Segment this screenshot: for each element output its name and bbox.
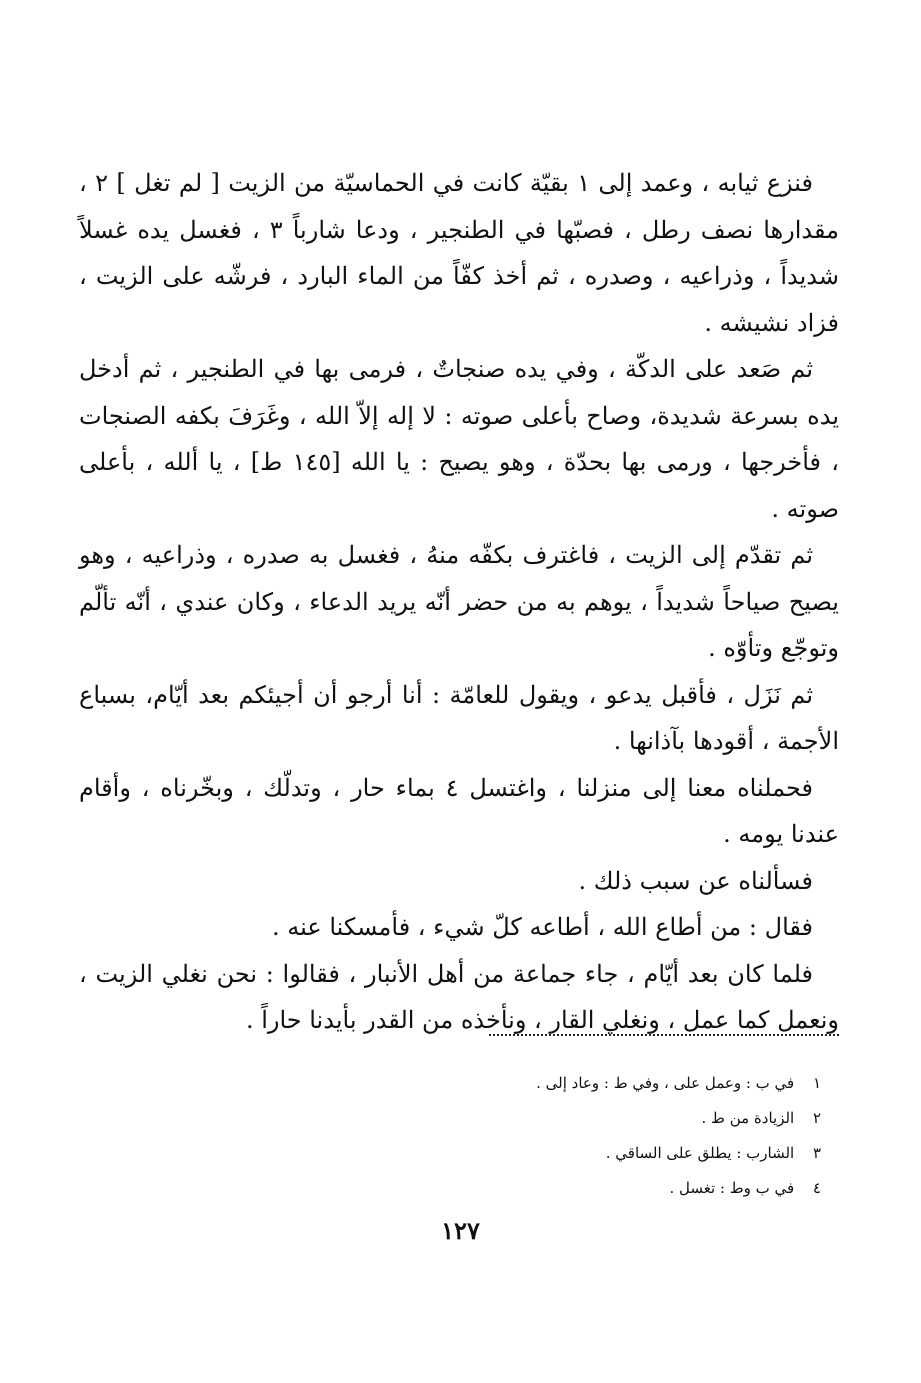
footnote-3 — [121, 1136, 821, 1171]
footnote-2 — [121, 1101, 821, 1136]
footnote-1 — [121, 1066, 821, 1101]
paragraph-8: فلما كان بعد أيّام ، جاء جماعة من أهل الأنبار ، فقالوا : نحن نغلي الزيت ، ونعمل كما عمل ، ونغلي القار ، ونأخذه من القدر بأيدنا حاراً . — [79, 959, 839, 1034]
paragraph-6: فسألناه عن سبب ذلك . — [578, 866, 813, 895]
main-text — [79, 160, 839, 1044]
paragraph-7: فقال : من أطاع الله ، أطاعه كلّ شيء ، فأمسكنا عنه . — [272, 913, 813, 941]
paragraph-1: فنزع ثيابه ، وعمد إلى ١ بقيّة كانت في الحماسيّة من الزيت [ لم تغل ] ٢ ، مقدارها نصف رطل ، فصبّها في الطنجير ، ودعا شارباً ٣ ، فغسل يده غسلاً شديداً ، وذراعيه ، وصدره ، ثم أخذ كفّاً من الماء البارد ، فرشّه على الزيت ، فزاد نشيشه . — [79, 169, 840, 337]
paragraph-4: ثم نَزَل ، فأقبل يدعو ، ويقول للعامّة : أنا أرجو أن أجيئكم بعد أيّام، بسباع الأجمة ، أقودها بآذانها . — [79, 680, 839, 755]
footnote-4 — [121, 1171, 821, 1206]
footnote-text: الزيادة من ط . — [701, 1109, 795, 1127]
footnote-text: في ب : وعمل على ، وفي ط : وعاد إلى . — [536, 1074, 795, 1092]
footnote-number: ١ — [812, 1074, 821, 1092]
footnote-text: في ب وط : تغسل . — [669, 1179, 795, 1197]
paragraph-3: ثم تقدّم إلى الزيت ، فاغترف بكفّه منهُ ، فغسل به صدره ، وذراعيه ، وهو يصيح صياحاً شديداً ، يوهم به من حضر أنّه يريد الدعاء ، وكان عندي ، أنّه تألّم وتوجّع وتأوّه . — [79, 541, 839, 662]
footnote-number: ٤ — [812, 1179, 821, 1197]
footnote-number: ٢ — [812, 1109, 821, 1127]
footnote-divider — [489, 1034, 839, 1036]
paragraph-5: فحملناه معنا إلى منزلنا ، واغتسل ٤ بماء حار ، وتدلّك ، وبخّرناه ، وأقام عندنا يومه . — [79, 773, 839, 848]
footnote-text: الشارب : يطلق على الساقي . — [605, 1144, 795, 1162]
footnotes — [121, 1066, 821, 1206]
footnote-number: ٣ — [812, 1144, 821, 1162]
page-number: ١٢٧ — [441, 1216, 480, 1245]
paragraph-2: ثم صَعد على الدكّة ، وفي يده صنجاتٌ ، فرمى بها في الطنجير ، ثم أدخل يده بسرعة شديدة، وصاح بأعلى صوته : لا إله إلاّ الله ، وغَرَفَ بكفه الصنجات ، فأخرجها ، ورمى بها بحدّة ، وهو يصيح : يا الله [١٤٥ ط] ، يا ألله ، بأعلى صوته . — [79, 355, 840, 523]
